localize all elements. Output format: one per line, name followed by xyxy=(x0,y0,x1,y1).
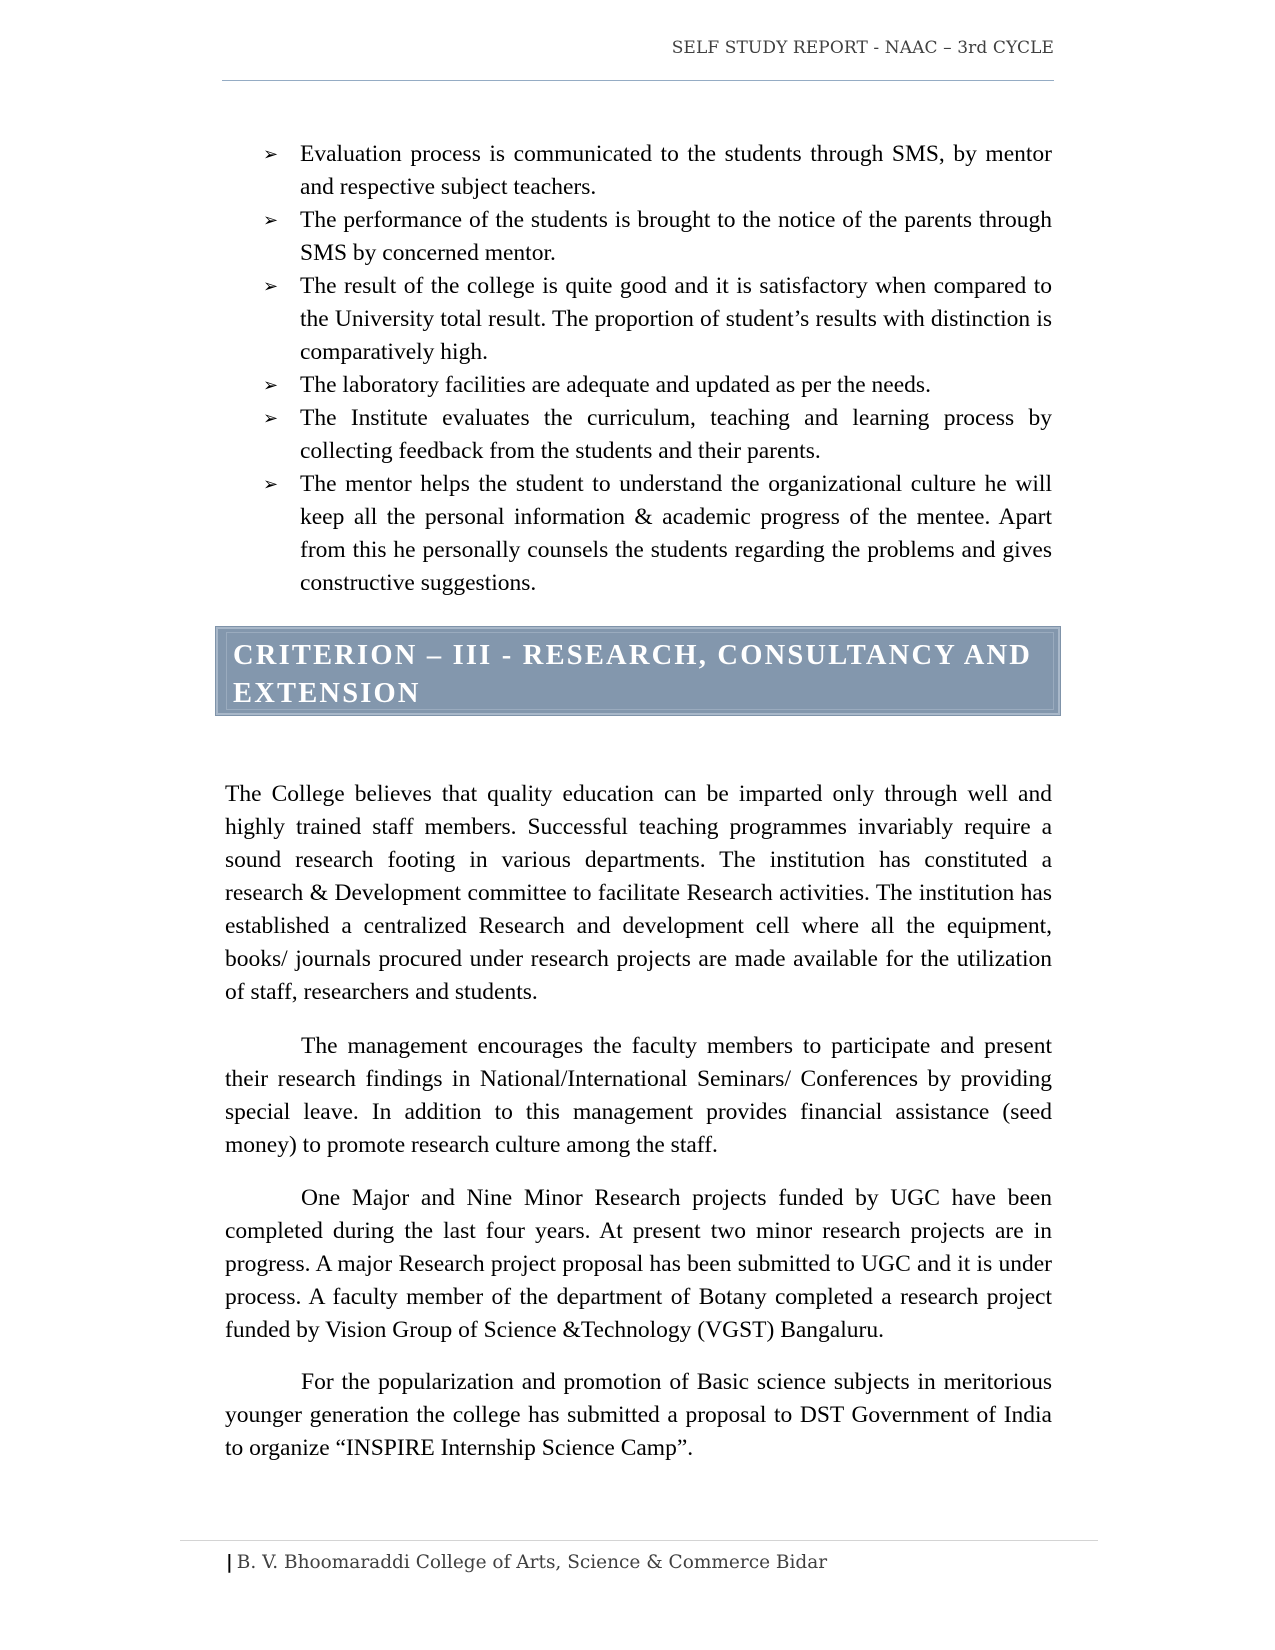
bullet-list xyxy=(260,138,1052,600)
arrow-bullet-icon: ➢ xyxy=(263,474,279,495)
footer-text-line xyxy=(226,1552,827,1573)
list-item xyxy=(260,468,1052,600)
arrow-bullet-icon: ➢ xyxy=(263,210,279,231)
paragraph-inspire: For the popularization and promotion of Basic science subjects in meritorious younger generation the college has submitted a proposal to DST Government of India to organize “INSPIRE Internship Science Camp”. xyxy=(225,1369,1052,1461)
list-item-text: The laboratory facilities are adequate and updated as per the needs. xyxy=(300,372,931,398)
list-item xyxy=(260,270,1052,369)
arrow-bullet-icon: ➢ xyxy=(263,144,279,165)
arrow-bullet-icon: ➢ xyxy=(263,276,279,297)
page-header xyxy=(222,36,1054,81)
list-item-text: The mentor helps the student to understand the organizational culture he will keep all the personal information & academic progress of the mentee. Apart from this he personally counsels the students regarding the problems and gives constructive suggestions. xyxy=(300,471,1052,596)
paragraph-management: The management encourages the faculty members to participate and present their research findings in National/International Seminars/ Conferences by providing special leave. In addition to this management provides financial assistance (seed money) to promote research culture among the staff. xyxy=(225,1033,1052,1158)
list-item xyxy=(260,204,1052,270)
report-title: SELF STUDY REPORT - NAAC – 3rd CYCLE xyxy=(671,38,1054,58)
college-name: B. V. Bhoomaraddi College of Arts, Science & Commerce Bidar xyxy=(236,1552,828,1573)
list-item-text: Evaluation process is communicated to the students through SMS, by mentor and respective subject teachers. xyxy=(300,141,1052,200)
list-item xyxy=(260,138,1052,204)
list-item-text: The performance of the students is brought to the notice of the parents through SMS by concerned mentor. xyxy=(300,207,1052,266)
paragraph-intro: The College believes that quality education can be imparted only through well and highly trained staff members. Successful teaching programmes invariably require a sound research footing in various departments. The institution has constituted a research & Development committee to facilitate Research activities. The institution has established a centralized Research and development cell where all the equipment, books/ journals procured under research projects are made available for the utilization of staff, researchers and students. xyxy=(225,781,1052,1005)
criterion-heading-box xyxy=(216,627,1060,715)
paragraph-projects: One Major and Nine Minor Research projects funded by UGC have been completed during the last four years. At present two minor research projects are in progress. A major Research project proposal has been submitted to UGC and it is under process. A faculty member of the department of Botany completed a research project funded by Vision Group of Science &Technology (VGST) Bangaluru. xyxy=(225,1185,1052,1343)
arrow-bullet-icon: ➢ xyxy=(263,375,279,396)
footer-separator: | xyxy=(226,1552,233,1573)
list-item xyxy=(260,369,1052,402)
page-footer xyxy=(180,1540,1098,1573)
list-item-text: The result of the college is quite good and it is satisfactory when compared to the University total result. The proportion of student’s results with distinction is comparatively high. xyxy=(300,273,1052,365)
arrow-bullet-icon: ➢ xyxy=(263,408,279,429)
list-item-text: The Institute evaluates the curriculum, teaching and learning process by collecting feedback from the students and their parents. xyxy=(300,405,1052,464)
list-item xyxy=(260,402,1052,468)
criterion-heading: CRITERION – III - RESEARCH, CONSULTANCY AND EXTENSION xyxy=(226,632,1054,710)
